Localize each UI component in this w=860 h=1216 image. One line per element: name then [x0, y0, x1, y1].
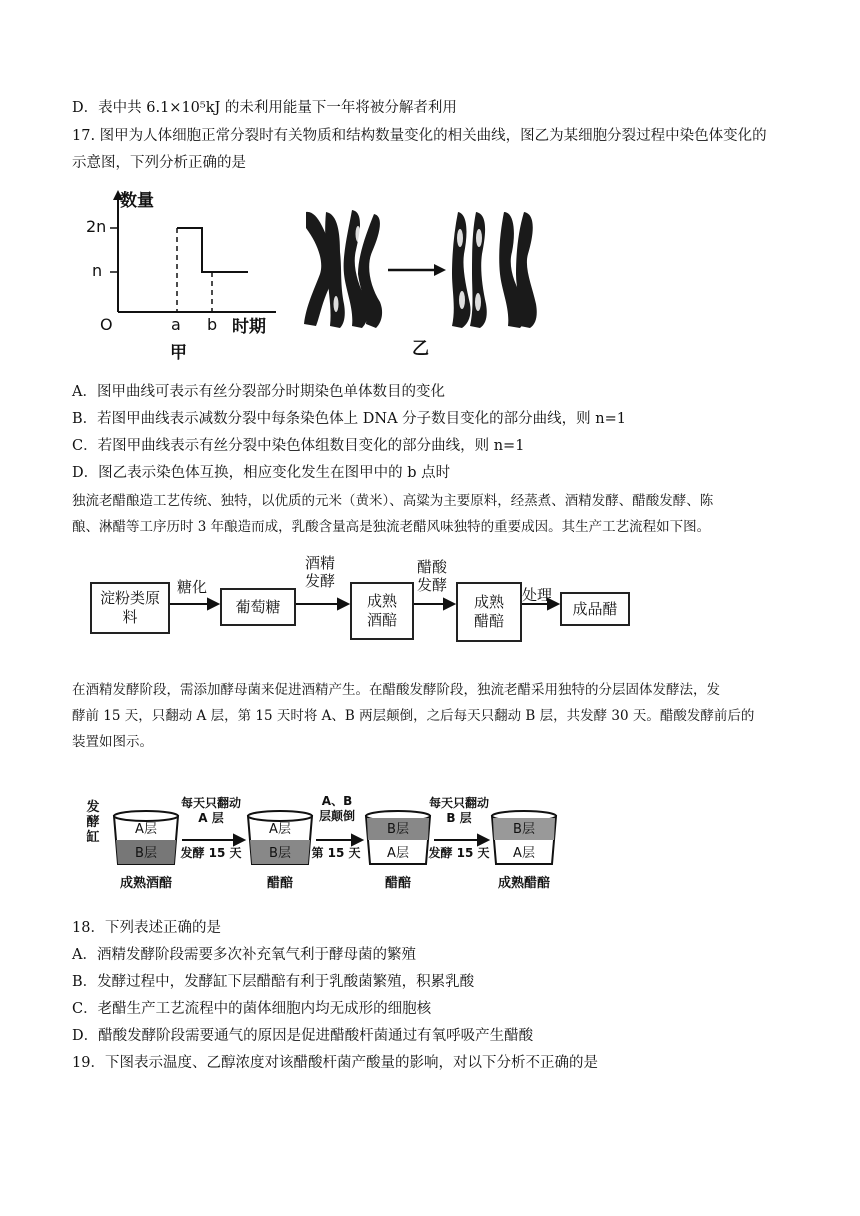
figure-yi — [296, 204, 556, 364]
q17-stem-line2: 示意图，下列分析正确的是 — [72, 155, 246, 171]
vessel-arrow1-bottom: 发酵 15 天 — [180, 846, 242, 860]
vessel2-layer-b: B层 — [269, 846, 291, 861]
process-flow-diagram — [86, 552, 636, 652]
vessel-arrow2-top: A、B 层颠倒 — [318, 794, 355, 823]
vessel4-caption: 成熟醋醅 — [497, 876, 550, 891]
vessel3-layer-a: A层 — [387, 846, 409, 861]
q19-stem: 19．下图表示温度、乙醇浓度对该醋酸杆菌产酸量的影响，对以下分析不正确的是 — [72, 1055, 598, 1071]
flow-box-glucose — [220, 588, 296, 626]
vessel-arrow2-bottom: 第 15 天 — [311, 846, 361, 860]
q18-option-b: B．发酵过程中，发酵缸下层醋醅有利于乳酸菌繁殖，积累乳酸 — [72, 974, 475, 990]
flow-arrow-saccharify: 糖化 — [176, 578, 207, 596]
vessel-arrow3-top: 每天只翻动 B 层 — [428, 796, 489, 825]
passage-p2-line2: 酵前 15 天，只翻动 A 层，第 15 天时将 A、B 两层颠倒，之后每天只翻动 B 层，共发酵 30 天。醋酸发酵前后的 — [72, 708, 755, 724]
figure-yi-caption: 乙 — [412, 339, 429, 359]
q17-option-b: B．若图甲曲线表示减数分裂中每条染色体上 DNA 分子数目变化的部分曲线，则 n=1 — [72, 411, 626, 427]
figure-jia-tick-b: b — [207, 315, 218, 334]
flow-box-finished-vinegar-label: 成品醋 — [572, 599, 618, 618]
q17-option-a: A．图甲曲线可表示有丝分裂部分时期染色单体数目的变化 — [72, 384, 445, 400]
flow-arrow-process: 处理 — [521, 586, 552, 604]
fermentation-vessels-diagram — [86, 790, 566, 900]
vessel1-caption: 成熟酒醅 — [119, 876, 172, 891]
vessel2-layer-a: A层 — [269, 822, 291, 837]
figure-jia-tick-2n: 2n — [86, 217, 107, 236]
passage-p1-line1: 独流老醋酿造工艺传统、独特，以优质的元米（黄米）、高粱为主要原料，经蒸煮、酒精发酵、醋酸发酵、陈 — [72, 493, 714, 509]
passage-p2-line3: 装置如图示。 — [72, 734, 153, 750]
q17-option-c: C．若图甲曲线表示有丝分裂中染色体组数目变化的部分曲线，则 n=1 — [72, 438, 525, 454]
flow-box-finished-vinegar — [560, 592, 630, 626]
flow-arrow-alcohol-ferment: 酒精发酵 — [304, 554, 335, 590]
q18-option-a: A．酒精发酵阶段需要多次补充氧气利于酵母菌的繁殖 — [72, 947, 416, 963]
q17-stem-line1: 17. 图甲为人体细胞正常分裂时有关物质和结构数量变化的相关曲线，图乙为某细胞分裂过程中染色体变化的 — [72, 128, 767, 144]
flow-box-mature-alcohol-mash — [350, 582, 414, 640]
flow-box-glucose-label: 葡萄糖 — [235, 597, 281, 616]
passage-p1-line2: 酿、淋醋等工序历时 3 年酿造而成，乳酸含量高是独流老醋风味独特的重要成因。其生产工艺流程如下图。 — [72, 519, 711, 535]
passage-p2-line1: 在酒精发酵阶段，需添加酵母菌来促进酒精产生。在醋酸发酵阶段，独流老醋采用独特的分层固体发酵法，发 — [72, 682, 720, 698]
figure-jia-origin: O — [100, 315, 113, 334]
vessel-arrow3-bottom: 发酵 15 天 — [428, 846, 490, 860]
figure-jia-xlabel: 时期 — [232, 317, 266, 337]
q18-option-c: C．老醋生产工艺流程中的菌体细胞内均无成形的细胞核 — [72, 1001, 432, 1017]
vessel-arrow1-top: 每天只翻动 A 层 — [180, 796, 241, 825]
q18-option-d: D．醋酸发酵阶段需要通气的原因是促进醋酸杆菌通过有氧呼吸产生醋酸 — [72, 1028, 534, 1044]
flow-box-starch — [90, 582, 170, 634]
vessel1-layer-a: A层 — [135, 822, 157, 837]
figure-jia-tick-a: a — [171, 315, 181, 334]
figure-jia-tick-n: n — [92, 261, 103, 280]
q18-stem: 18．下列表述正确的是 — [72, 920, 221, 936]
q16-option-d: D．表中共 6.1×10⁵kJ 的未利用能量下一年将被分解者利用 — [72, 100, 457, 116]
flow-arrow-acetic-ferment: 醋酸发酵 — [416, 558, 447, 594]
vessel-side-label: 发酵缸 — [86, 800, 100, 845]
vessel4-layer-a: A层 — [513, 846, 535, 861]
vessel3-caption: 醋醅 — [384, 876, 411, 891]
vessel1-layer-b: B层 — [135, 846, 157, 861]
figure-jia-caption: 甲 — [170, 343, 187, 363]
vessel4-layer-b: B层 — [513, 822, 535, 837]
q17-option-d: D．图乙表示染色体互换，相应变化发生在图甲中的 b 点时 — [72, 465, 451, 481]
figure-jia — [82, 188, 282, 366]
flow-box-starch-label: 淀粉类原料 — [100, 589, 161, 626]
figure-jia-ylabel: 数量 — [120, 191, 154, 211]
flow-box-mature-vinegar-mash-label: 成熟醋醅 — [473, 593, 504, 630]
figure-yi-chromosomes — [296, 204, 556, 334]
vessel3-layer-b: B层 — [387, 822, 409, 837]
flow-box-mature-alcohol-mash-label: 成熟酒醅 — [366, 592, 397, 629]
flow-box-mature-vinegar-mash — [456, 582, 522, 642]
figure-jia-graph — [82, 188, 282, 366]
vessel2-caption: 醋醅 — [266, 876, 293, 891]
